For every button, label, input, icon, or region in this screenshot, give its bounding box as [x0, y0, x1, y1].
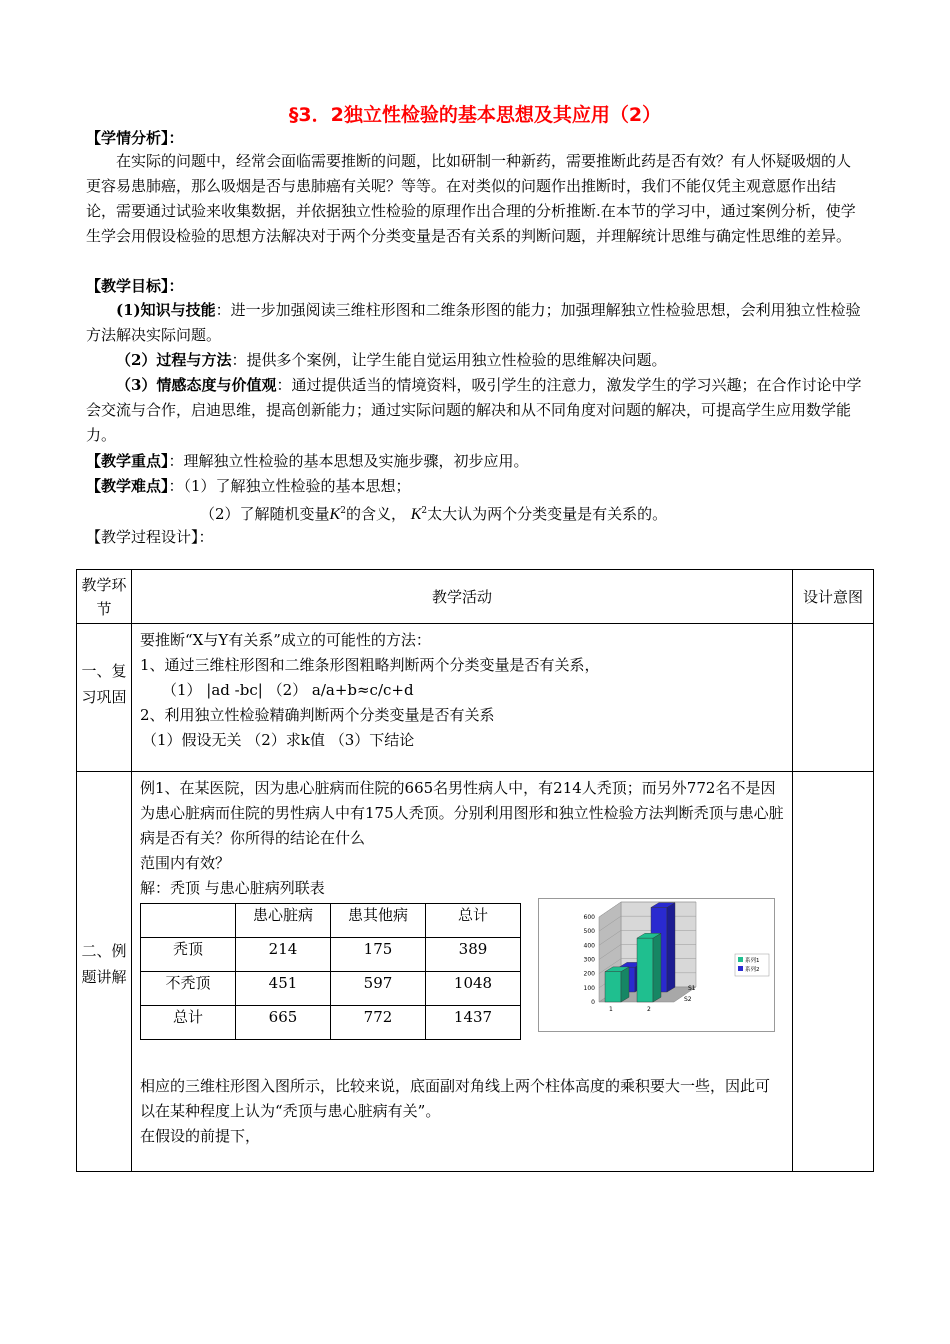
page-title: §3．2独立性检验的基本思想及其应用（2） [288, 104, 662, 126]
k-symbol-2: K [410, 506, 422, 523]
bar-front [637, 938, 653, 1002]
legend-label: 系列2 [745, 967, 760, 973]
teaching-difficulty: 【教学难点】：（1）了解独立性检验的基本思想； [86, 477, 411, 495]
difficulty-line-2: （2）了解随机变量$K^2$的含义， $K^2$太大认为两个分类变量是有关系的。 [200, 505, 668, 523]
header-intent: 设计意图 [793, 570, 874, 624]
goals-heading: 【教学目标】： [86, 277, 184, 295]
review-activity: 要推断“X与Y有关系”成立的可能性的方法： 1、通过三维柱形图和二维条形图粗略判断两个分类变量是否有关系， （1） |ad -bc| （2） a/a+b≈c/c+d 2、利用独立性检验精确判断两个分类变量是否有关系 （1）假设无关 （2）求k值 （3）下结论 [132, 624, 793, 772]
depth-label: S1 [688, 985, 696, 992]
legend-label: 系列1 [745, 958, 760, 964]
analysis-heading: 【学情分析】： [86, 129, 184, 147]
y-tick-label: 300 [583, 956, 595, 964]
bar-side [621, 967, 629, 1002]
goal-knowledge: (1)知识与技能：进一步加强阅读三维柱形图和二维条形图的能力；加强理解独立性检验思想，会利用独立性检验方法解决实际问题。 [86, 301, 861, 344]
depth-label: S2 [684, 996, 692, 1003]
bar-side [667, 903, 675, 992]
analysis-body: 在实际的问题中，经常会面临需要推断的问题，比如研制一种新药，需要推断此药是否有效？有人怀疑吸烟的人更容易患肺癌，那么吸烟是否与患肺癌有关呢？等等。在对类似的问题作出推断时，我们不能仅凭主观意愿作出结论，需要通过试验来收集数据，并依据独立性检验的原理作出合理的分析推断.在本节的学习中，通过案例分析，使学生学会用假设检验的思想方法解决对于两个分类变量是否有关系的判断问题，并理解统计思维与确定性思维的差异。 [86, 152, 856, 245]
y-tick-label: 0 [591, 999, 595, 1006]
legend-swatch [738, 957, 743, 962]
bar-chart-3d [538, 898, 775, 1032]
section-review: 一、复习巩固 [81, 662, 127, 706]
teaching-focus: 【教学重点】：理解独立性检验的基本思想及实施步骤，初步应用。 [86, 452, 529, 470]
legend-swatch [738, 966, 743, 971]
bar [605, 967, 629, 1002]
lesson-table [76, 569, 874, 1172]
k-symbol: K [329, 506, 341, 523]
bar-side [653, 933, 661, 1002]
example-activity: 例1、在某医院，因为患心脏病而住院的665名男性病人中，有214人秃顶；而另外772名不是因为患心脏病而住院的男性病人中有175人秃顶。分别利用图形和独立性检验方法判断秃顶与患心脏病是否有关？你所得的结论在什么 范围内有效？ 解：秃顶 与患心脏病列联表 患心脏病 患其他病 总计 秃顶 214 175 389 不秃顶 451 597 1048 总计 665 772 1437 相应的三维柱形图入图所示，比较来说，底面副对角线上两个柱体高度的乘积要大一些，因此可以在某种程度上认为“秃顶与患心脏病有关”。 在假设的前提下， [132, 772, 793, 1172]
x-tick-label: 2 [647, 1006, 651, 1013]
x-tick-label: 1 [609, 1006, 613, 1013]
section-example: 二、例题讲解 [81, 942, 127, 986]
review-intent [793, 624, 874, 772]
y-tick-label: 600 [583, 914, 595, 921]
y-tick-label: 100 [583, 984, 595, 992]
example-intent [793, 772, 874, 1172]
bar [637, 933, 661, 1002]
y-tick-label: 500 [583, 928, 595, 936]
header-activity: 教学活动 [132, 570, 793, 624]
example-text: 例1、在某医院，因为患心脏病而住院的665名男性病人中，有214人秃顶；而另外772名不是因为患心脏病而住院的男性病人中有175人秃顶。分别利用图形和独立性检验方法判断秃顶与患心脏病是否有关？你所得的结论在什么 [140, 779, 784, 847]
y-tick-label: 400 [583, 942, 595, 950]
y-tick-label: 200 [583, 970, 595, 978]
goal-attitude: （3）情感态度与价值观：通过提供适当的情境资料，吸引学生的注意力，激发学生的学习兴趣；在合作讨论中学会交流与合作，启迪思维，提高创新能力；通过实际问题的解决和从不同角度对问题的解决，可提高学生应用数学能力。 [86, 376, 862, 444]
header-stage: 教学环节 [77, 570, 132, 624]
goal-process: （2）过程与方法：提供多个案例，让学生能自觉运用独立性检验的思维解决问题。 [116, 351, 667, 369]
process-heading: 【教学过程设计】： [86, 528, 214, 546]
contingency-table: 患心脏病 患其他病 总计 秃顶 214 175 389 不秃顶 451 597 1048 总计 665 772 1437 [140, 903, 521, 1040]
bar-front [605, 972, 621, 1002]
